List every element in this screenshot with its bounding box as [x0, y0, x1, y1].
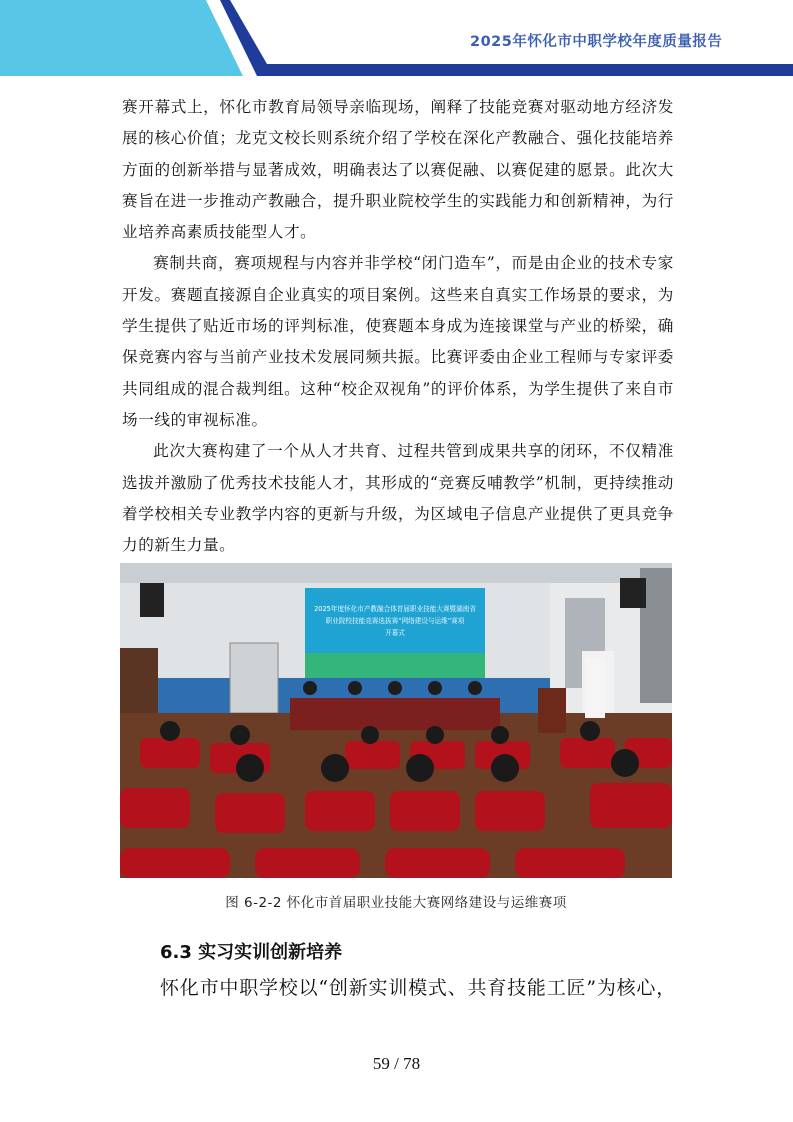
paragraph-1: 赛开幕式上，怀化市教育局领导亲临现场，阐释了技能竞赛对驱动地方经济发展的核心价值；龙克文校长则系统介绍了学校在深化产教融合、强化技能培养方面的创新举措与显著成效，明确表达了以赛促融、以赛促建的愿景。此次大赛旨在进一步推动产教融合，提升职业院校学生的实践能力和创新精神，为行业培养高素质技能型人才。 [122, 98, 674, 242]
ceremony-photo [120, 563, 672, 878]
screen-line-3: 开幕式 [385, 629, 405, 637]
section-heading: 6.3 实习实训创新培养 [160, 942, 343, 963]
screen-line-2: 职业院校技能竞赛选拔赛“网络建设与运维”赛项 [325, 617, 465, 625]
header-light-blue-band [0, 0, 243, 76]
page-number: 59 / 78 [372, 1054, 421, 1073]
section-intro: 怀化市中职学校以“创新实训模式、共育技能工匠”为核心， [160, 977, 677, 999]
paragraph-3: 此次大赛构建了一个从人才共育、过程共管到成果共享的闭环，不仅精准选拔并激励了优秀技术技能人才，其形成的“竞赛反哺教学”机制，更持续推动着学校相关专业教学内容的更新与升级，为区域电子信息产业提供了更具竞争力的新生力量。 [122, 442, 674, 555]
paragraph-2: 赛制共商，赛项规程与内容并非学校“闭门造车”，而是由企业的技术专家开发。赛题直接源自企业真实的项目案例。这些来自真实工作场景的要求，为学生提供了贴近市场的评判标准，使赛题本身成为连接课堂与产业的桥梁，确保竞赛内容与当前产业技术发展同频共振。比赛评委由企业工程师与专家评委共同组成的混合裁判组。这种“校企双视角”的评价体系，为学生提供了来自市场一线的审视标准。 [122, 254, 674, 429]
report-title: 2025年怀化市中职学校年度质量报告 [470, 34, 723, 50]
header-bottom-rule [0, 76, 793, 78]
screen-line-1: 2025年度怀化市产教融合体首届职业技能大赛暨湖南省 [314, 605, 476, 613]
body-text [122, 92, 674, 561]
photo-caption: 图 6-2-2 怀化市首届职业技能大赛网络建设与运维赛项 [225, 895, 567, 911]
